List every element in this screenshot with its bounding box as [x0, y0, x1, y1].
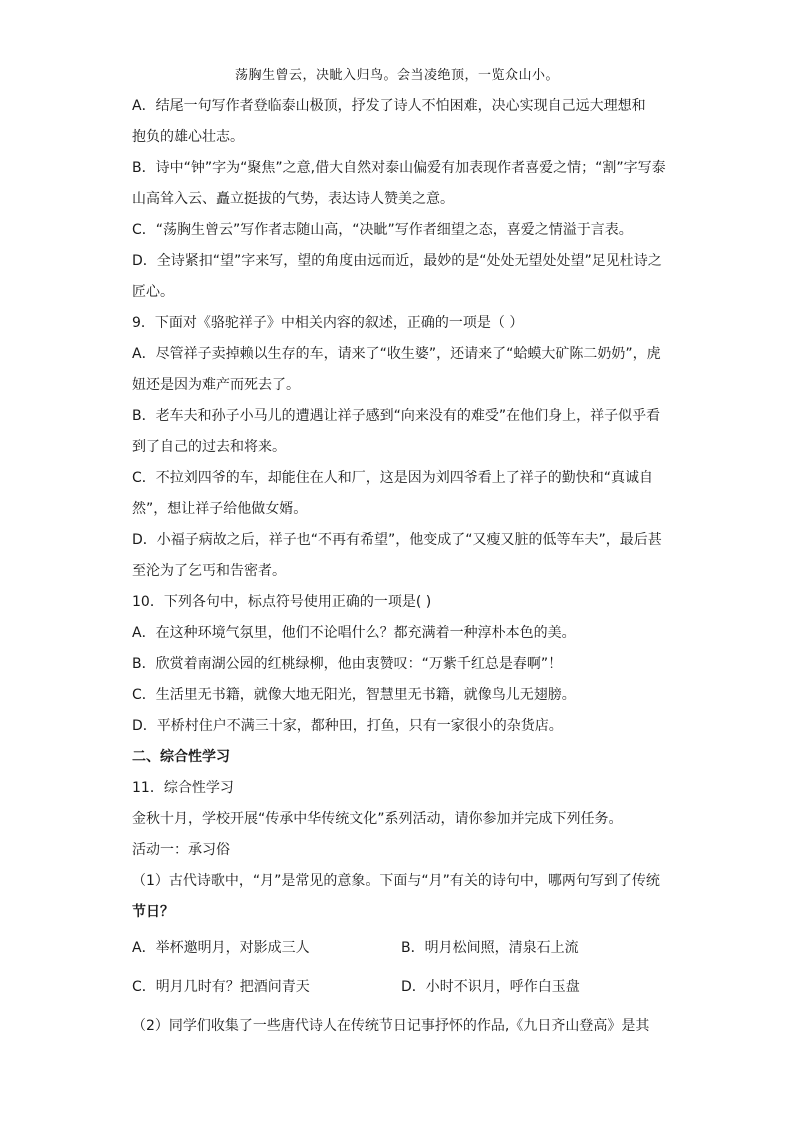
q11-option-b: B．明月松间照，清泉石上流: [401, 940, 579, 956]
q9-option-c-line2: 然”，想让祥子给他做女婿。: [132, 501, 308, 517]
q8-option-a-line1: A．结尾一句写作者登临泰山极顶，抒发了诗人不怕困难，决心实现自己远大理想和: [132, 98, 646, 114]
q9-option-d-line1: D．小福子病故之后，祥子也“不再有希望”，他变成了“又瘦又脏的低等车夫”，最后甚: [132, 532, 662, 548]
q11-sub1-line2: 节日？: [132, 904, 174, 920]
q11-options-row2: [132, 979, 672, 996]
page-header: 荡胸生曾云，决眦入归鸟。会当凌绝顶，一览众山小。: [234, 68, 559, 83]
q10-option-d: D．平桥村住户不满三十家，都种田，打鱼，只有一家很小的杂货店。: [132, 718, 563, 734]
q8-option-b-line2: 山高耸入云、矗立挺拔的气势，表达诗人赞美之意。: [132, 191, 454, 207]
q9-option-a-line2: 妞还是因为难产而死去了。: [132, 377, 300, 393]
q11-option-a: A．举杯邀明月，对影成三人: [132, 940, 310, 956]
q8-option-a-line2: 抱负的雄心壮志。: [132, 129, 244, 145]
q9-option-b-line1: B．老车夫和孙子小马儿的遭遇让祥子感到“向来没有的难受”在他们身上，祥子似乎看: [132, 408, 661, 424]
q11-intro: 金秋十月，学校开展“传承中华传统文化”系列活动，请你参加并完成下列任务。: [132, 811, 623, 827]
q9-stem: 9．下面对《骆驼祥子》中相关内容的叙述，正确的一项是（ ）: [132, 315, 524, 331]
document-body: [132, 98, 672, 1035]
q10-option-a: A．在这种环境气氛里，他们不论唱什么？都充满着一种淳朴本色的美。: [132, 625, 576, 641]
q11-title: 11．综合性学习: [132, 780, 234, 796]
q11-sub1-line1: （1）古代诗歌中，“月”是常见的意象。下面与“月”有关的诗句中，哪两句写到了传统: [132, 873, 660, 889]
q10-option-b: B．欣赏着南湖公园的红桃绿柳，他由衷赞叹：“万紫千红总是春啊”！: [132, 656, 563, 672]
q8-option-d-line1: D．全诗紧扣“望”字来写，望的角度由远而近，最妙的是“处处无望处处望”足见杜诗之: [132, 253, 662, 269]
q11-activity: 活动一：承习俗: [132, 842, 230, 858]
q8-option-d-line2: 匠心。: [132, 284, 174, 300]
q10-stem: 10．下列各句中，标点符号使用正确的一项是( ): [132, 594, 432, 610]
q9-option-d-line2: 至沦为了乞丐和告密者。: [132, 563, 286, 579]
section-heading: 二、综合性学习: [132, 749, 230, 765]
q9-option-a-line1: A．尽管祥子卖掉赖以生存的车，请来了“收生婆”，还请来了“蛤蟆大矿陈二奶奶”，虎: [132, 346, 661, 362]
q11-option-c: C．明月几时有？把酒问青天: [132, 979, 310, 995]
q11-option-d: D．小时不识月，呼作白玉盘: [401, 979, 580, 995]
q10-option-c: C．生活里无书籍，就像大地无阳光，智慧里无书籍，就像鸟儿无翅膀。: [132, 687, 576, 703]
q9-option-b-line2: 到了自己的过去和将来。: [132, 439, 286, 455]
q8-option-c-line1: C．“荡胸生曾云”写作者志随山高，“决眦”写作者细望之态，喜爱之情溢于言表。: [132, 222, 633, 238]
q9-option-c-line1: C．不拉刘四爷的车，却能住在人和厂，这是因为刘四爷看上了祥子的勤快和“真诚自: [132, 470, 654, 486]
q11-options-row1: [132, 940, 672, 957]
q8-option-b-line1: B．诗中“钟”字为“聚焦”之意,借大自然对泰山偏爱有加表现作者喜爱之情；“割”字写泰: [132, 160, 666, 176]
q11-sub2-line1: （2）同学们收集了一些唐代诗人在传统节日记事抒怀的作品,《九日齐山登高》是其: [132, 1018, 650, 1034]
